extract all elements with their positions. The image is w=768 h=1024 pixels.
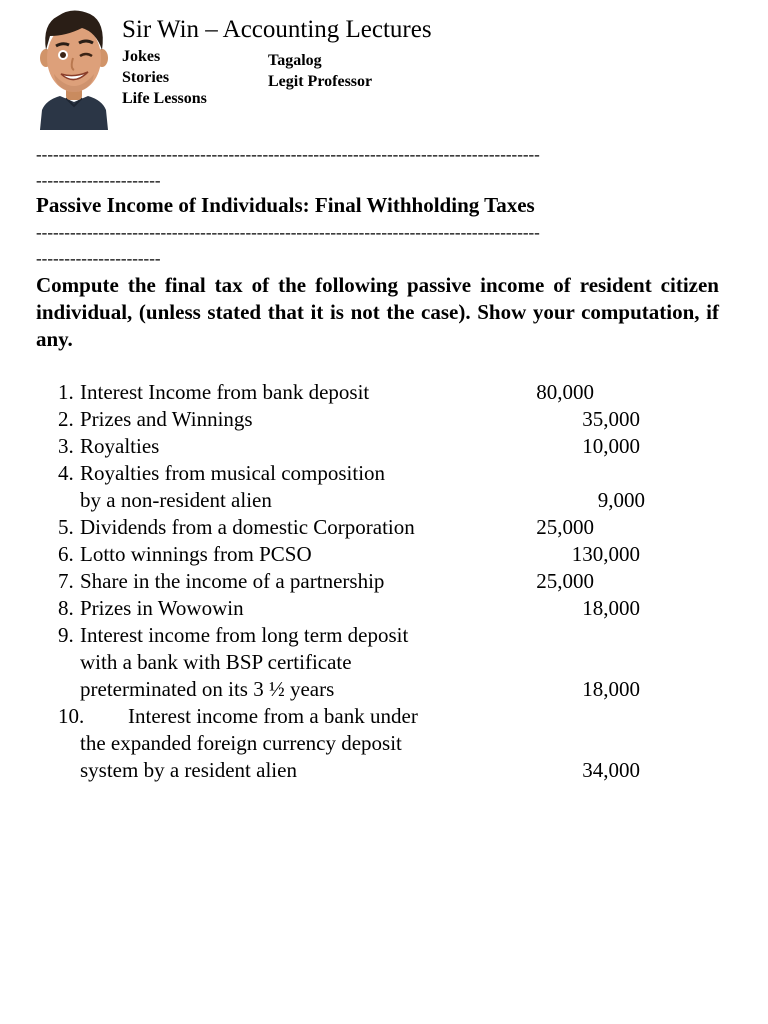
item-description: Prizes and Winnings: [80, 407, 253, 431]
list-item: [0, 514, 768, 541]
item-number: 8.: [58, 596, 74, 620]
list-item-continuation: [0, 676, 768, 703]
list-item-continuation: [0, 730, 768, 757]
section-title: Passive Income of Individuals: Final Withholding Taxes: [36, 193, 535, 217]
item-amount: 10,000: [582, 434, 640, 458]
list-item: [0, 460, 768, 487]
list-item: [0, 703, 768, 730]
item-amount: 9,000: [597, 488, 645, 512]
item-description: preterminated on its 3 ½ years: [80, 677, 335, 701]
list-item: [0, 541, 768, 568]
avatar: [36, 6, 112, 130]
item-description: Royalties from musical composition: [80, 461, 386, 485]
list-item: [0, 595, 768, 622]
item-amount: 18,000: [582, 596, 640, 620]
item-description: Interest Income from bank deposit: [80, 380, 370, 404]
item-number: 10.: [58, 704, 85, 728]
item-amount: 80,000: [536, 380, 594, 404]
list-item: [0, 379, 768, 406]
list-item-continuation: [0, 487, 768, 514]
item-number: 4.: [58, 461, 74, 485]
tag-stories: Stories: [122, 69, 170, 86]
item-description: Interest income from a bank under: [128, 704, 418, 728]
item-amount: 34,000: [582, 758, 640, 782]
list-item: [0, 406, 768, 433]
item-amount: 35,000: [582, 407, 640, 431]
item-description: system by a resident alien: [80, 758, 297, 782]
separator-line: -----------------------------------------------------------------------------------------: [36, 223, 540, 242]
page-title: Sir Win – Accounting Lectures: [122, 16, 432, 43]
separator-line: -----------------------------------------------------------------------------------------: [36, 145, 540, 164]
item-description: with a bank with BSP certificate: [80, 650, 352, 674]
list-item: [0, 622, 768, 649]
item-description: Lotto winnings from PCSO: [80, 542, 312, 566]
tags-left: [122, 46, 207, 109]
item-number: 1.: [58, 380, 74, 404]
separator-line: ----------------------: [36, 171, 161, 190]
tag-tagalog: Tagalog: [268, 52, 322, 69]
income-list: [0, 379, 768, 784]
instructions: Compute the final tax of the following passive income of resident citizen individual, (unless stated that it is not the case). Show your computation, if any.: [36, 273, 719, 351]
item-number: 9.: [58, 623, 74, 647]
tags-right: [268, 50, 372, 92]
item-description: Interest income from long term deposit: [80, 623, 409, 647]
item-description: Royalties: [80, 434, 160, 458]
list-item: [0, 568, 768, 595]
tag-life-lessons: Life Lessons: [122, 90, 207, 107]
item-number: 7.: [58, 569, 74, 593]
item-description: the expanded foreign currency deposit: [80, 731, 402, 755]
list-item-continuation: [0, 649, 768, 676]
item-number: 5.: [58, 515, 74, 539]
separator-line: ----------------------: [36, 249, 161, 268]
item-description: by a non-resident alien: [80, 488, 272, 512]
item-number: 6.: [58, 542, 74, 566]
item-number: 2.: [58, 407, 74, 431]
item-amount: 25,000: [536, 515, 594, 539]
item-number: 3.: [58, 434, 74, 458]
item-description: Dividends from a domestic Corporation: [80, 515, 415, 539]
list-item-continuation: [0, 757, 768, 784]
tag-jokes: Jokes: [122, 48, 161, 65]
item-description: Prizes in Wowowin: [80, 596, 244, 620]
item-amount: 18,000: [582, 677, 640, 701]
list-item: [0, 433, 768, 460]
tag-legit-professor: Legit Professor: [268, 73, 373, 90]
item-amount: 130,000: [571, 542, 640, 566]
item-amount: 25,000: [536, 569, 594, 593]
item-description: Share in the income of a partnership: [80, 569, 385, 593]
